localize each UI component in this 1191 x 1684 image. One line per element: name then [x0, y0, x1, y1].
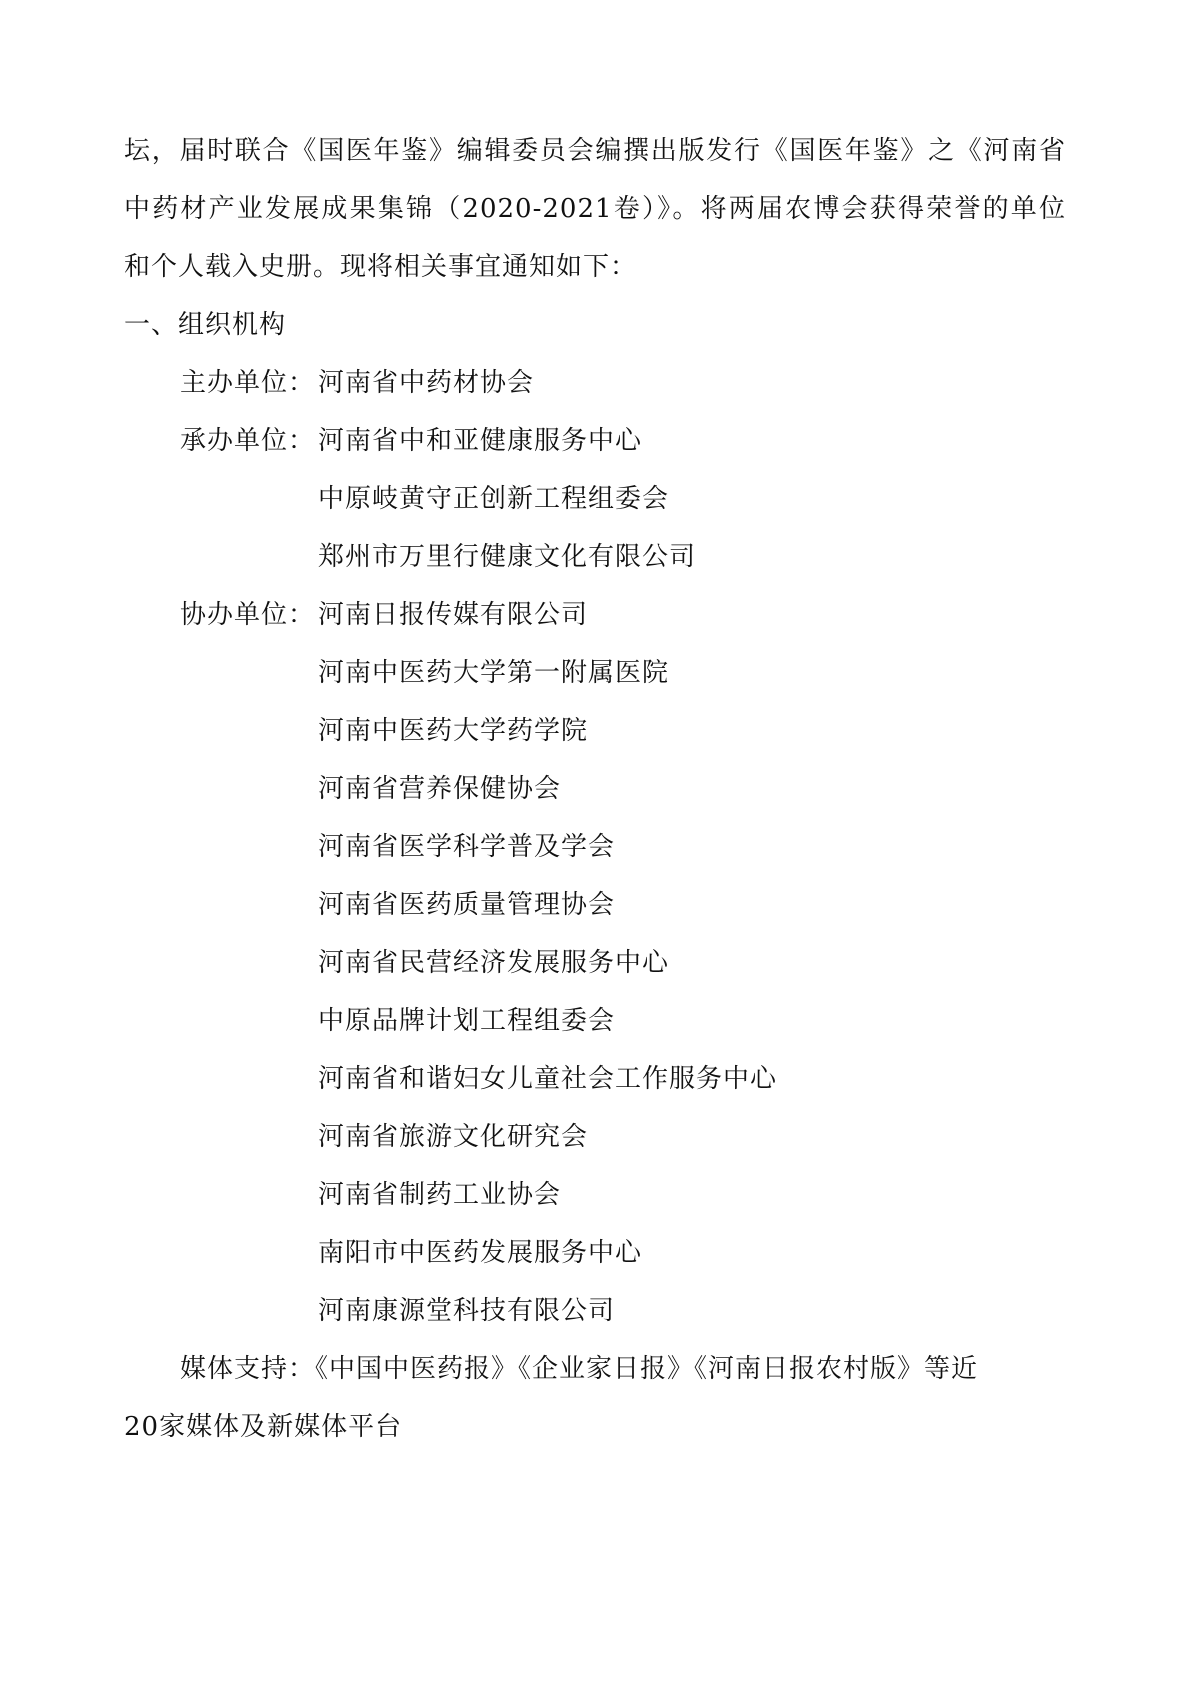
co-organizer-item: 河南中医药大学第一附属医院 — [318, 658, 670, 688]
media-line-1: 《中国中医药报》《企业家日报》《河南日报农村版》等近 — [315, 1354, 979, 1384]
co-organizer-item: 中原品牌计划工程组委会 — [318, 1006, 616, 1036]
co-organizer-item: 河南省和谐妇女儿童社会工作服务中心 — [318, 1064, 778, 1094]
organizer-item: 河南省中和亚健康服务中心 — [318, 426, 643, 456]
host-label: 主办单位： — [180, 368, 316, 398]
media-row — [180, 1351, 1066, 1387]
section-heading: 一、组织机构 — [124, 310, 287, 340]
media-line-2: 20家媒体及新媒体平台 — [124, 1412, 403, 1442]
organizer-item: 郑州市万里行健康文化有限公司 — [318, 542, 697, 572]
co-organizer-row — [180, 597, 588, 633]
co-organizer-item: 河南省医学科学普及学会 — [318, 832, 616, 862]
co-organizer-item: 河南省营养保健协会 — [318, 774, 562, 804]
co-organizer-item: 河南省旅游文化研究会 — [318, 1122, 589, 1152]
co-organizer-item: 河南日报传媒有限公司 — [318, 600, 589, 630]
media-label: 媒体支持： — [180, 1354, 316, 1384]
intro-line-1: 坛，届时联合《国医年鉴》编辑委员会编撰出版发行《国医年鉴》之《河南省 — [124, 136, 1066, 166]
co-organizer-label: 协办单位： — [180, 600, 316, 630]
co-organizer-item: 河南省制药工业协会 — [318, 1180, 562, 1210]
co-organizer-item: 河南省民营经济发展服务中心 — [318, 948, 670, 978]
organizer-label: 承办单位： — [180, 426, 316, 456]
co-organizer-item: 河南中医药大学药学院 — [318, 716, 589, 746]
host-item: 河南省中药材协会 — [318, 368, 535, 398]
co-organizer-item: 河南省医药质量管理协会 — [318, 890, 616, 920]
co-organizer-item: 河南康源堂科技有限公司 — [318, 1296, 616, 1326]
organizer-row — [180, 423, 642, 459]
intro-line-2: 中药材产业发展成果集锦（2020-2021卷）》。将两届农博会获得荣誉的单位 — [124, 194, 1066, 224]
intro-line-3: 和个人载入史册。现将相关事宜通知如下： — [124, 252, 638, 282]
organizer-item: 中原岐黄守正创新工程组委会 — [318, 484, 670, 514]
co-organizer-item: 南阳市中医药发展服务中心 — [318, 1238, 643, 1268]
host-row — [180, 365, 534, 401]
